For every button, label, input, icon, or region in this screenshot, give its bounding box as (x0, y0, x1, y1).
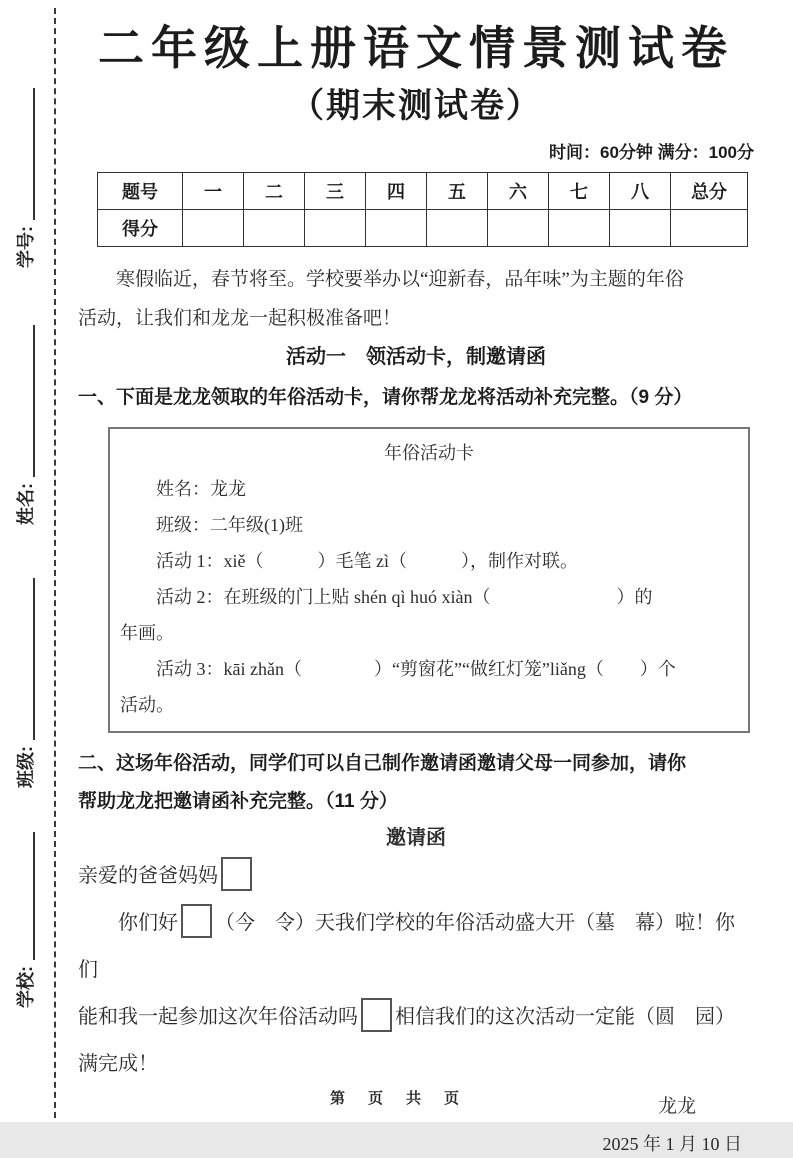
school-label: 学校: (16, 966, 36, 1008)
name-blank[interactable] (31, 325, 35, 477)
name-label: 姓名: (16, 483, 36, 525)
question-number-label: 题号 (98, 173, 183, 210)
student-id-blank[interactable] (31, 88, 35, 220)
invitation-date: 2025 年 1 月 10 日 (602, 1134, 742, 1154)
intro-line-1: 寒假临近，春节将至。学校要举办以“迎新春，品年味”为主题的年俗 (116, 269, 684, 290)
activity-card (108, 427, 750, 733)
column-header: 六 (488, 173, 549, 210)
invitation-line-4: 满完成！ (78, 1053, 158, 1075)
exam-meta: 时间：60分钟 满分：100分 (549, 143, 754, 162)
question-2-line-1: 二、这场年俗活动，同学们可以自己制作邀请函邀请父母一同参加，请你 (78, 753, 687, 774)
card-title: 年俗活动卡 (384, 443, 474, 463)
card-activity-1: 活动 1：xiě（ ）毛笔 zì（ ），制作对联。 (156, 551, 578, 571)
column-header: 一 (183, 173, 244, 210)
punctuation-write-box[interactable] (361, 998, 392, 1032)
column-header: 总分 (671, 173, 748, 210)
binding-dashed-line (54, 8, 56, 1118)
question-2 (78, 745, 754, 821)
column-header: 四 (366, 173, 427, 210)
sidebar-field-school (10, 832, 40, 1008)
score-table-header-row (98, 173, 748, 210)
punctuation-write-box[interactable] (221, 857, 252, 891)
sidebar-field-name (10, 325, 40, 525)
score-cell[interactable] (610, 210, 671, 247)
class-blank[interactable] (31, 578, 35, 740)
school-blank[interactable] (31, 832, 35, 960)
activity-one-heading: 活动一 领活动卡，制邀请函 (286, 346, 546, 368)
invitation-title: 邀请函 (386, 827, 446, 849)
column-header: 八 (610, 173, 671, 210)
invitation-line-3 (78, 994, 754, 1041)
invitation-signature: 龙龙 (657, 1096, 696, 1117)
student-id-label: 学号: (16, 226, 36, 268)
question-1: 一、下面是龙龙领取的年俗活动卡，请你帮龙龙将活动补充完整。（9 分） (78, 387, 693, 408)
page-footer: 第 页 共 页 (329, 1090, 463, 1107)
page-subtitle: （期末测试卷） (290, 87, 542, 125)
score-table (97, 172, 748, 247)
column-header: 五 (427, 173, 488, 210)
intro-paragraph (78, 260, 754, 338)
card-activity-2-line-2: 年画。 (120, 623, 174, 643)
column-header: 三 (305, 173, 366, 210)
punctuation-write-box[interactable] (181, 904, 212, 938)
score-cell[interactable] (488, 210, 549, 247)
invitation-salutation: 亲爱的爸爸妈妈 (78, 865, 218, 887)
score-cell[interactable] (549, 210, 610, 247)
sidebar-field-class (10, 578, 40, 788)
score-cell[interactable] (244, 210, 305, 247)
column-header: 二 (244, 173, 305, 210)
score-cell[interactable] (183, 210, 244, 247)
card-name-line: 姓名：龙龙 (156, 479, 246, 499)
sidebar-field-student-id (10, 88, 40, 268)
main-content (78, 0, 754, 1158)
invitation-line-2 (78, 900, 754, 994)
card-activity-3-line-1: 活动 3：kāi zhǎn（ ）“剪窗花”“做红灯笼”liǎng（ ）个 (156, 659, 676, 679)
invitation-line-3-text-after: 相信我们的这次活动一定能（圆 园） (395, 1006, 735, 1028)
invitation-line-2-text-before: 你们好 (118, 912, 178, 934)
score-cell[interactable] (366, 210, 427, 247)
score-cell[interactable] (427, 210, 488, 247)
invitation-line-1 (78, 853, 754, 900)
card-activity-2-line-1: 活动 2：在班级的门上贴 shén qì huó xiàn（ ）的 (156, 587, 653, 607)
score-cell[interactable] (305, 210, 366, 247)
question-2-line-2: 帮助龙龙把邀请函补充完整。（11 分） (78, 791, 398, 812)
score-label: 得分 (98, 210, 183, 247)
score-table-score-row (98, 210, 748, 247)
class-label: 班级: (16, 746, 36, 788)
column-header: 七 (549, 173, 610, 210)
invitation-line-3-text-before: 能和我一起参加这次年俗活动吗 (78, 1006, 358, 1028)
intro-line-2: 活动，让我们和龙龙一起积极准备吧！ (78, 308, 402, 329)
card-class-line: 班级：二年级(1)班 (156, 515, 303, 535)
card-activity-3-line-2: 活动。 (120, 695, 174, 715)
page-title: 二年级上册语文情景测试卷 (98, 22, 734, 74)
invitation-line-2-text-after: （今 令）天我们学校的年俗活动盛大开（墓 幕）啦！你们 (78, 912, 735, 981)
score-cell[interactable] (671, 210, 748, 247)
